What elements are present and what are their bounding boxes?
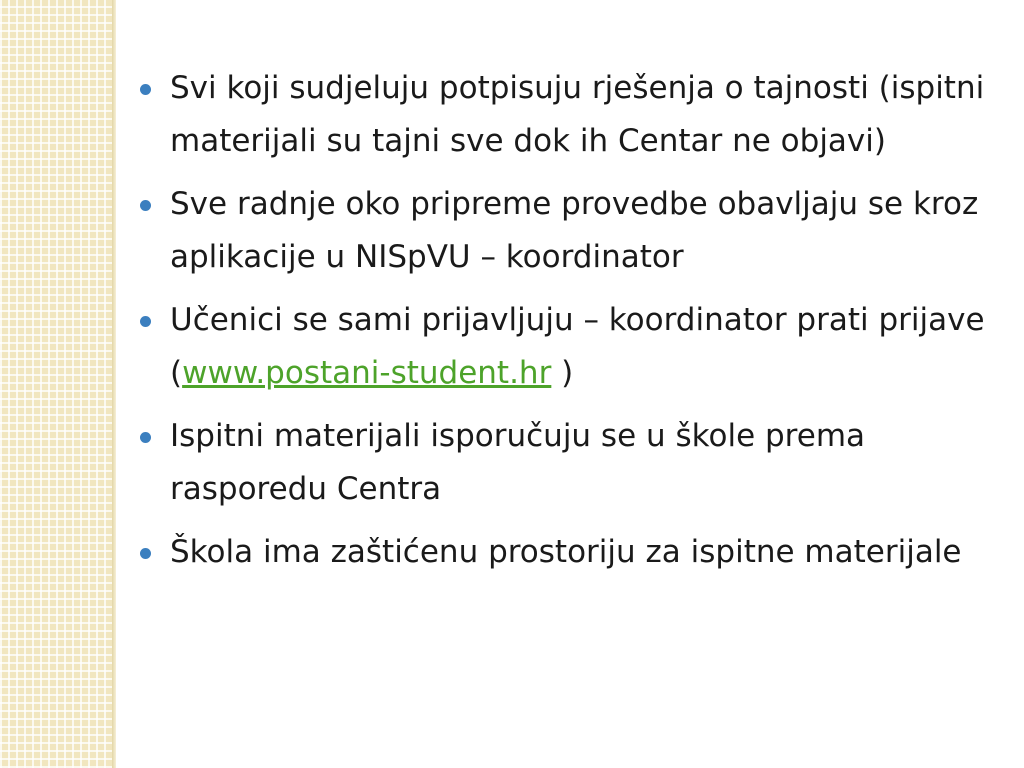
bullet-text-after: ) [551, 355, 574, 391]
bullet-text: Sve radnje oko pripreme provedbe obavljaju se kroz aplikacije u NISpVU – koordinator [170, 186, 979, 275]
bullet-icon [140, 316, 151, 327]
decorative-side-pattern [0, 0, 112, 768]
bullet-text: Ispitni materijali isporučuju se u škole prema rasporedu Centra [170, 418, 866, 507]
bullet-text-before: Učenici se sami prijavljuju – koordinator prati prijave ( [170, 302, 985, 391]
bullet-item-nispvu [136, 178, 996, 284]
decorative-side-edge [112, 0, 116, 768]
bullet-icon [140, 200, 151, 211]
bullet-icon [140, 548, 151, 559]
bullet-list [136, 62, 996, 579]
bullet-icon [140, 84, 151, 95]
bullet-text: Svi koji sudjeluju potpisuju rješenja o tajnosti (ispitni materijali su tajni sve dok ih Centar ne objavi) [170, 70, 985, 159]
bullet-icon [140, 432, 151, 443]
bullet-text: Škola ima zaštićenu prostoriju za ispitne materijale [170, 534, 962, 570]
slide-content [136, 62, 996, 589]
postani-student-link[interactable]: www.postani-student.hr [182, 355, 552, 391]
bullet-item-prostorija [136, 526, 996, 579]
bullet-item-tajnost [136, 62, 996, 168]
bullet-item-isporuka [136, 410, 996, 516]
bullet-item-prijave [136, 294, 996, 400]
